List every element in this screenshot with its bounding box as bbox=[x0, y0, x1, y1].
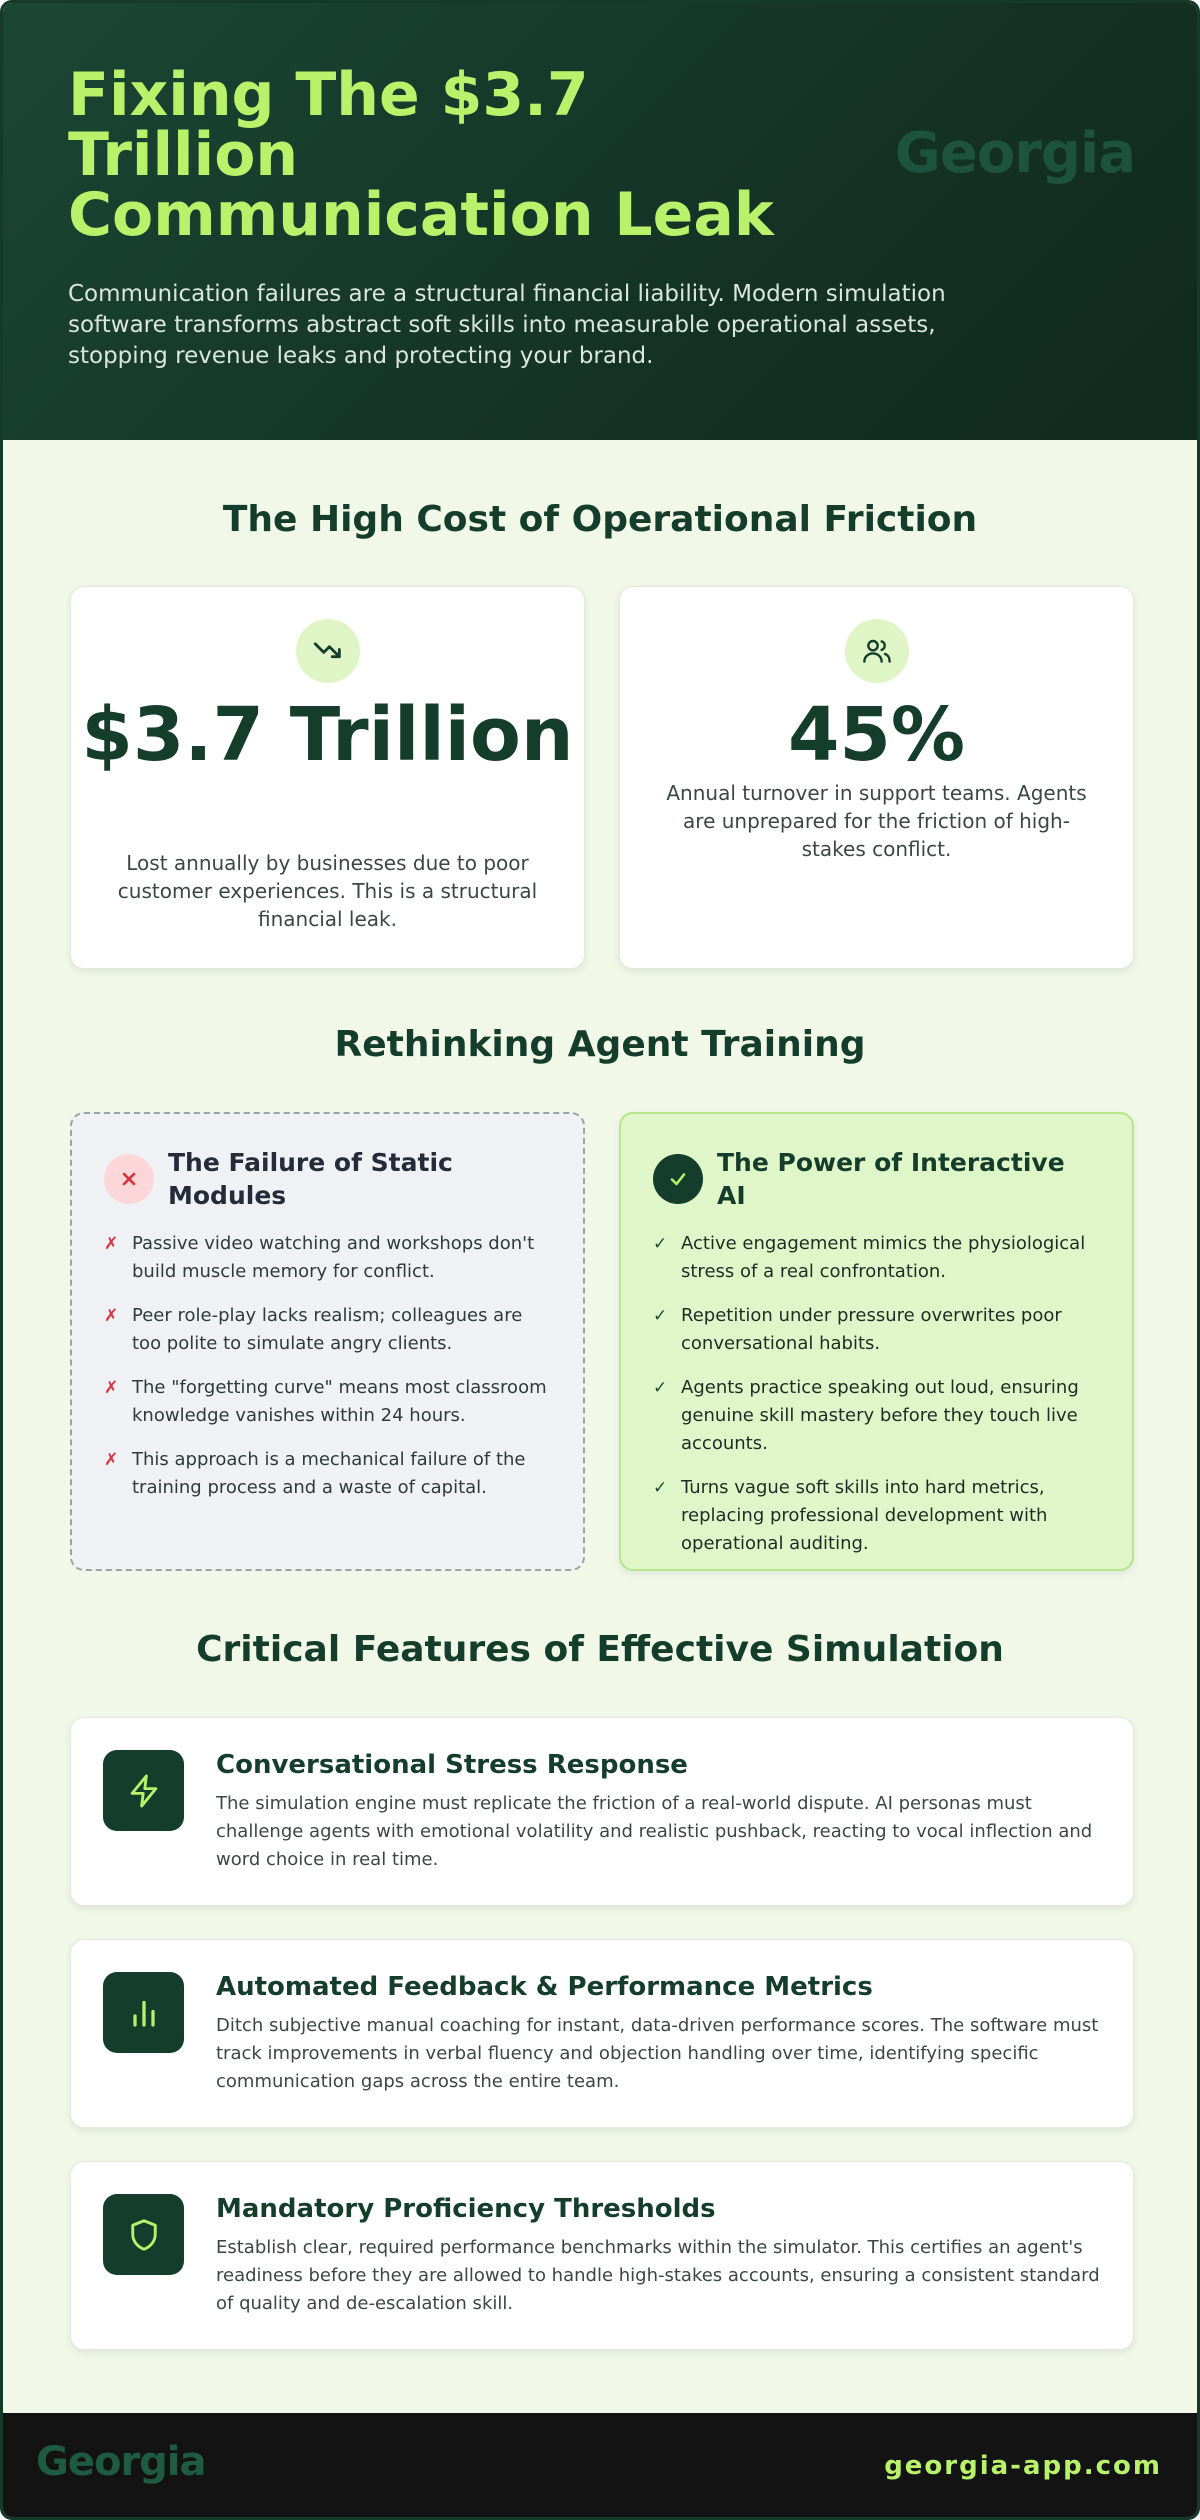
list-item: ✓ Repetition under pressure overwrites poor conversational habits. bbox=[653, 1302, 1100, 1358]
feature-description: Ditch subjective manual coaching for instant, data-driven performance scores. The software must track improvements in verbal fluency and objection handling over time, identifying specific communication gaps across the entire team. bbox=[216, 2015, 1099, 2092]
stat-description: Annual turnover in support teams. Agents are unprepared for the friction of high-stakes conflict. bbox=[666, 781, 1087, 861]
footer-logo: Georgia bbox=[36, 2439, 206, 2485]
feature-title: Automated Feedback & Performance Metrics bbox=[216, 1972, 873, 2002]
failure-card-title: The Failure of Static Modules bbox=[168, 1148, 453, 1210]
list-item: ✗ Passive video watching and workshops don't build muscle memory for conflict. bbox=[104, 1230, 551, 1286]
lightning-icon bbox=[103, 1750, 184, 1831]
power-list bbox=[653, 1230, 1100, 1558]
stat-description: Lost annually by businesses due to poor customer experiences. This is a structural financial leak. bbox=[117, 851, 538, 931]
section-title-training: Rethinking Agent Training bbox=[334, 1024, 866, 1065]
hero-header bbox=[3, 3, 1197, 440]
cross-mark-icon: ✗ bbox=[104, 1234, 119, 1254]
section-title-features: Critical Features of Effective Simulation bbox=[196, 1629, 1004, 1670]
feature-card bbox=[70, 2161, 1134, 2350]
page-title: Fixing The $3.7 Trillion Communication Leak bbox=[68, 60, 774, 250]
feature-card bbox=[70, 1717, 1134, 1906]
website-link[interactable]: georgia-app.com bbox=[884, 2451, 1162, 2481]
brand-logo: Georgia bbox=[894, 121, 1135, 186]
list-item: ✗ Peer role-play lacks realism; colleagues are too polite to simulate angry clients. bbox=[104, 1302, 551, 1358]
list-item: ✓ Agents practice speaking out loud, ensuring genuine skill mastery before they touch live accounts. bbox=[653, 1374, 1100, 1458]
users-icon bbox=[845, 619, 909, 683]
feature-card bbox=[70, 1939, 1134, 2128]
section-title-cost: The High Cost of Operational Friction bbox=[222, 499, 978, 540]
stat-value: $3.7 Trillion bbox=[81, 692, 574, 778]
trending-down-icon bbox=[296, 619, 360, 683]
list-item: ✗ The "forgetting curve" means most classroom knowledge vanishes within 24 hours. bbox=[104, 1374, 551, 1430]
footer bbox=[3, 2413, 1197, 2520]
cross-mark-icon: ✗ bbox=[104, 1450, 119, 1470]
list-item: ✗ This approach is a mechanical failure of the training process and a waste of capital. bbox=[104, 1446, 551, 1502]
cross-mark-icon: ✗ bbox=[104, 1306, 119, 1326]
check-icon bbox=[653, 1154, 703, 1204]
x-icon bbox=[104, 1154, 154, 1204]
check-mark-icon: ✓ bbox=[653, 1478, 668, 1498]
shield-icon bbox=[103, 2194, 184, 2275]
check-mark-icon: ✓ bbox=[653, 1378, 668, 1398]
failure-card bbox=[70, 1112, 585, 1571]
feature-title: Conversational Stress Response bbox=[216, 1750, 688, 1780]
feature-description: Establish clear, required performance benchmarks within the simulator. This certifies an agent's readiness before they are allowed to handle high-stakes accounts, ensuring a consistent standard of quality and de-escalation skill. bbox=[216, 2237, 1100, 2314]
cross-mark-icon: ✗ bbox=[104, 1378, 119, 1398]
list-item: ✓ Active engagement mimics the physiological stress of a real confrontation. bbox=[653, 1230, 1100, 1286]
check-mark-icon: ✓ bbox=[653, 1306, 668, 1326]
feature-description: The simulation engine must replicate the friction of a real-world dispute. AI personas must challenge agents with emotional volatility and realistic pushback, reacting to vocal inflection and word choice in real time. bbox=[216, 1793, 1093, 1870]
stat-card-revenue-loss bbox=[70, 586, 585, 969]
bar-chart-icon bbox=[103, 1972, 184, 2053]
stat-value: 45% bbox=[787, 692, 966, 778]
power-card bbox=[619, 1112, 1134, 1571]
feature-title: Mandatory Proficiency Thresholds bbox=[216, 2194, 716, 2224]
check-mark-icon: ✓ bbox=[653, 1234, 668, 1254]
power-card-title: The Power of Interactive AI bbox=[717, 1148, 1065, 1210]
failure-list bbox=[104, 1230, 551, 1502]
stat-card-turnover bbox=[619, 586, 1134, 969]
list-item: ✓ Turns vague soft skills into hard metrics, replacing professional development with operational auditing. bbox=[653, 1474, 1100, 1558]
hero-subtitle: Communication failures are a structural financial liability. Modern simulation software transforms abstract soft skills into measurable operational assets, stopping revenue leaks and protecting your brand. bbox=[68, 281, 946, 369]
